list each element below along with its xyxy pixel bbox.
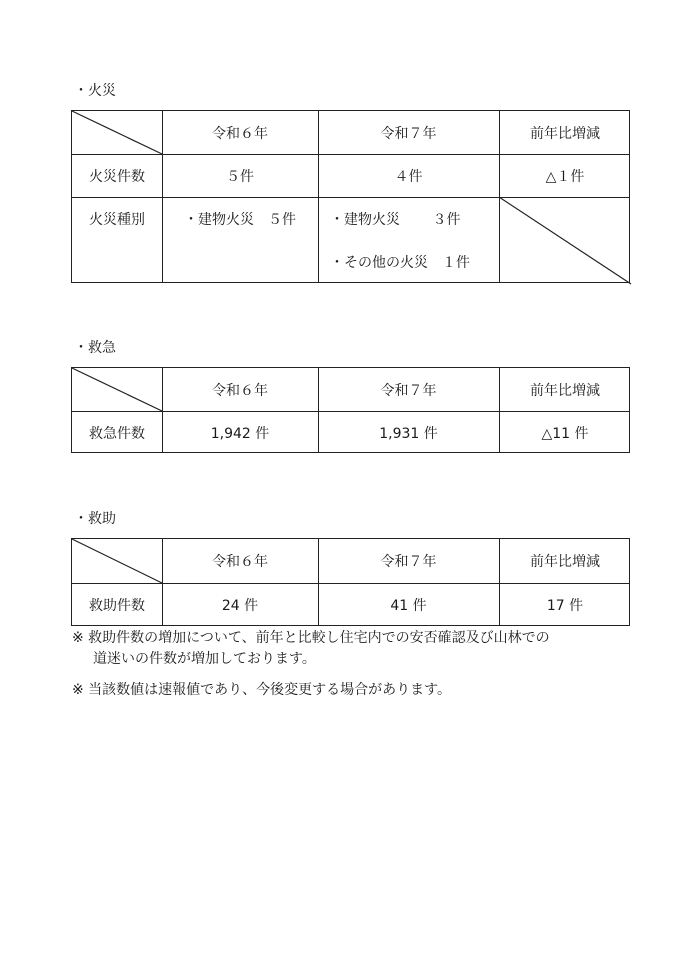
rescue-count-label: 救助件数 bbox=[89, 598, 145, 614]
ambulance-header-diff: 前年比増減 bbox=[530, 382, 600, 399]
ambulance-table bbox=[71, 367, 630, 453]
ambulance-count-r7: 1,931 件 bbox=[379, 425, 438, 442]
rescue-section-title: ・救助 bbox=[74, 511, 116, 527]
fire-type-r7-line2: ・その他の火災 １件 bbox=[330, 255, 470, 271]
fire-table bbox=[71, 110, 630, 283]
ambulance-count-r6: 1,942 件 bbox=[210, 425, 270, 442]
ambulance-count-label: 救急件数 bbox=[89, 425, 145, 442]
ambulance-header-diagonal bbox=[72, 368, 162, 411]
fire-count-r6: ５件 bbox=[226, 168, 254, 185]
note-rescue-increase-line1: ※ 救助件数の増加について、前年と比較し住宅内での安否確認及び山林での bbox=[72, 630, 550, 646]
fire-type-r6: ・建物火災 ５件 bbox=[184, 212, 296, 228]
ambulance-header-r7: 令和７年 bbox=[380, 382, 437, 399]
rescue-header-diff: 前年比増減 bbox=[530, 554, 600, 570]
fire-type-label: 火災種別 bbox=[89, 212, 145, 228]
fire-count-label: 火災件数 bbox=[89, 168, 145, 185]
fire-header-r7: 令和７年 bbox=[380, 125, 437, 142]
fire-section-title: ・火災 bbox=[74, 83, 116, 99]
note-preliminary: ※ 当該数値は速報値であり、今後変更する場合があります。 bbox=[72, 682, 452, 698]
fire-count-r7: ４件 bbox=[394, 168, 423, 185]
fire-count-diff: △１件 bbox=[545, 168, 585, 185]
ambulance-count-diff: △11 件 bbox=[541, 425, 589, 442]
rescue-table bbox=[71, 538, 630, 626]
ambulance-header-r6: 令和６年 bbox=[212, 382, 268, 399]
fire-header-r6: 令和６年 bbox=[212, 125, 268, 142]
rescue-count-diff: 17 件 bbox=[546, 598, 584, 614]
rescue-header-r6: 令和６年 bbox=[212, 554, 268, 570]
fire-type-r7-line1: ・建物火災 ３件 bbox=[330, 212, 461, 228]
rescue-header-r7: 令和７年 bbox=[380, 554, 437, 570]
fire-header-diff: 前年比増減 bbox=[530, 125, 600, 142]
fire-header-diagonal bbox=[72, 111, 162, 154]
rescue-count-r6: 24 件 bbox=[221, 598, 259, 614]
fire-type-diff-diagonal bbox=[499, 197, 631, 284]
ambulance-section-title: ・救急 bbox=[74, 340, 116, 356]
note-rescue-increase-line2: 道迷いの件数が増加しております。 bbox=[93, 651, 316, 667]
rescue-count-r7: 41 件 bbox=[390, 598, 427, 614]
rescue-header-diagonal bbox=[72, 539, 162, 583]
